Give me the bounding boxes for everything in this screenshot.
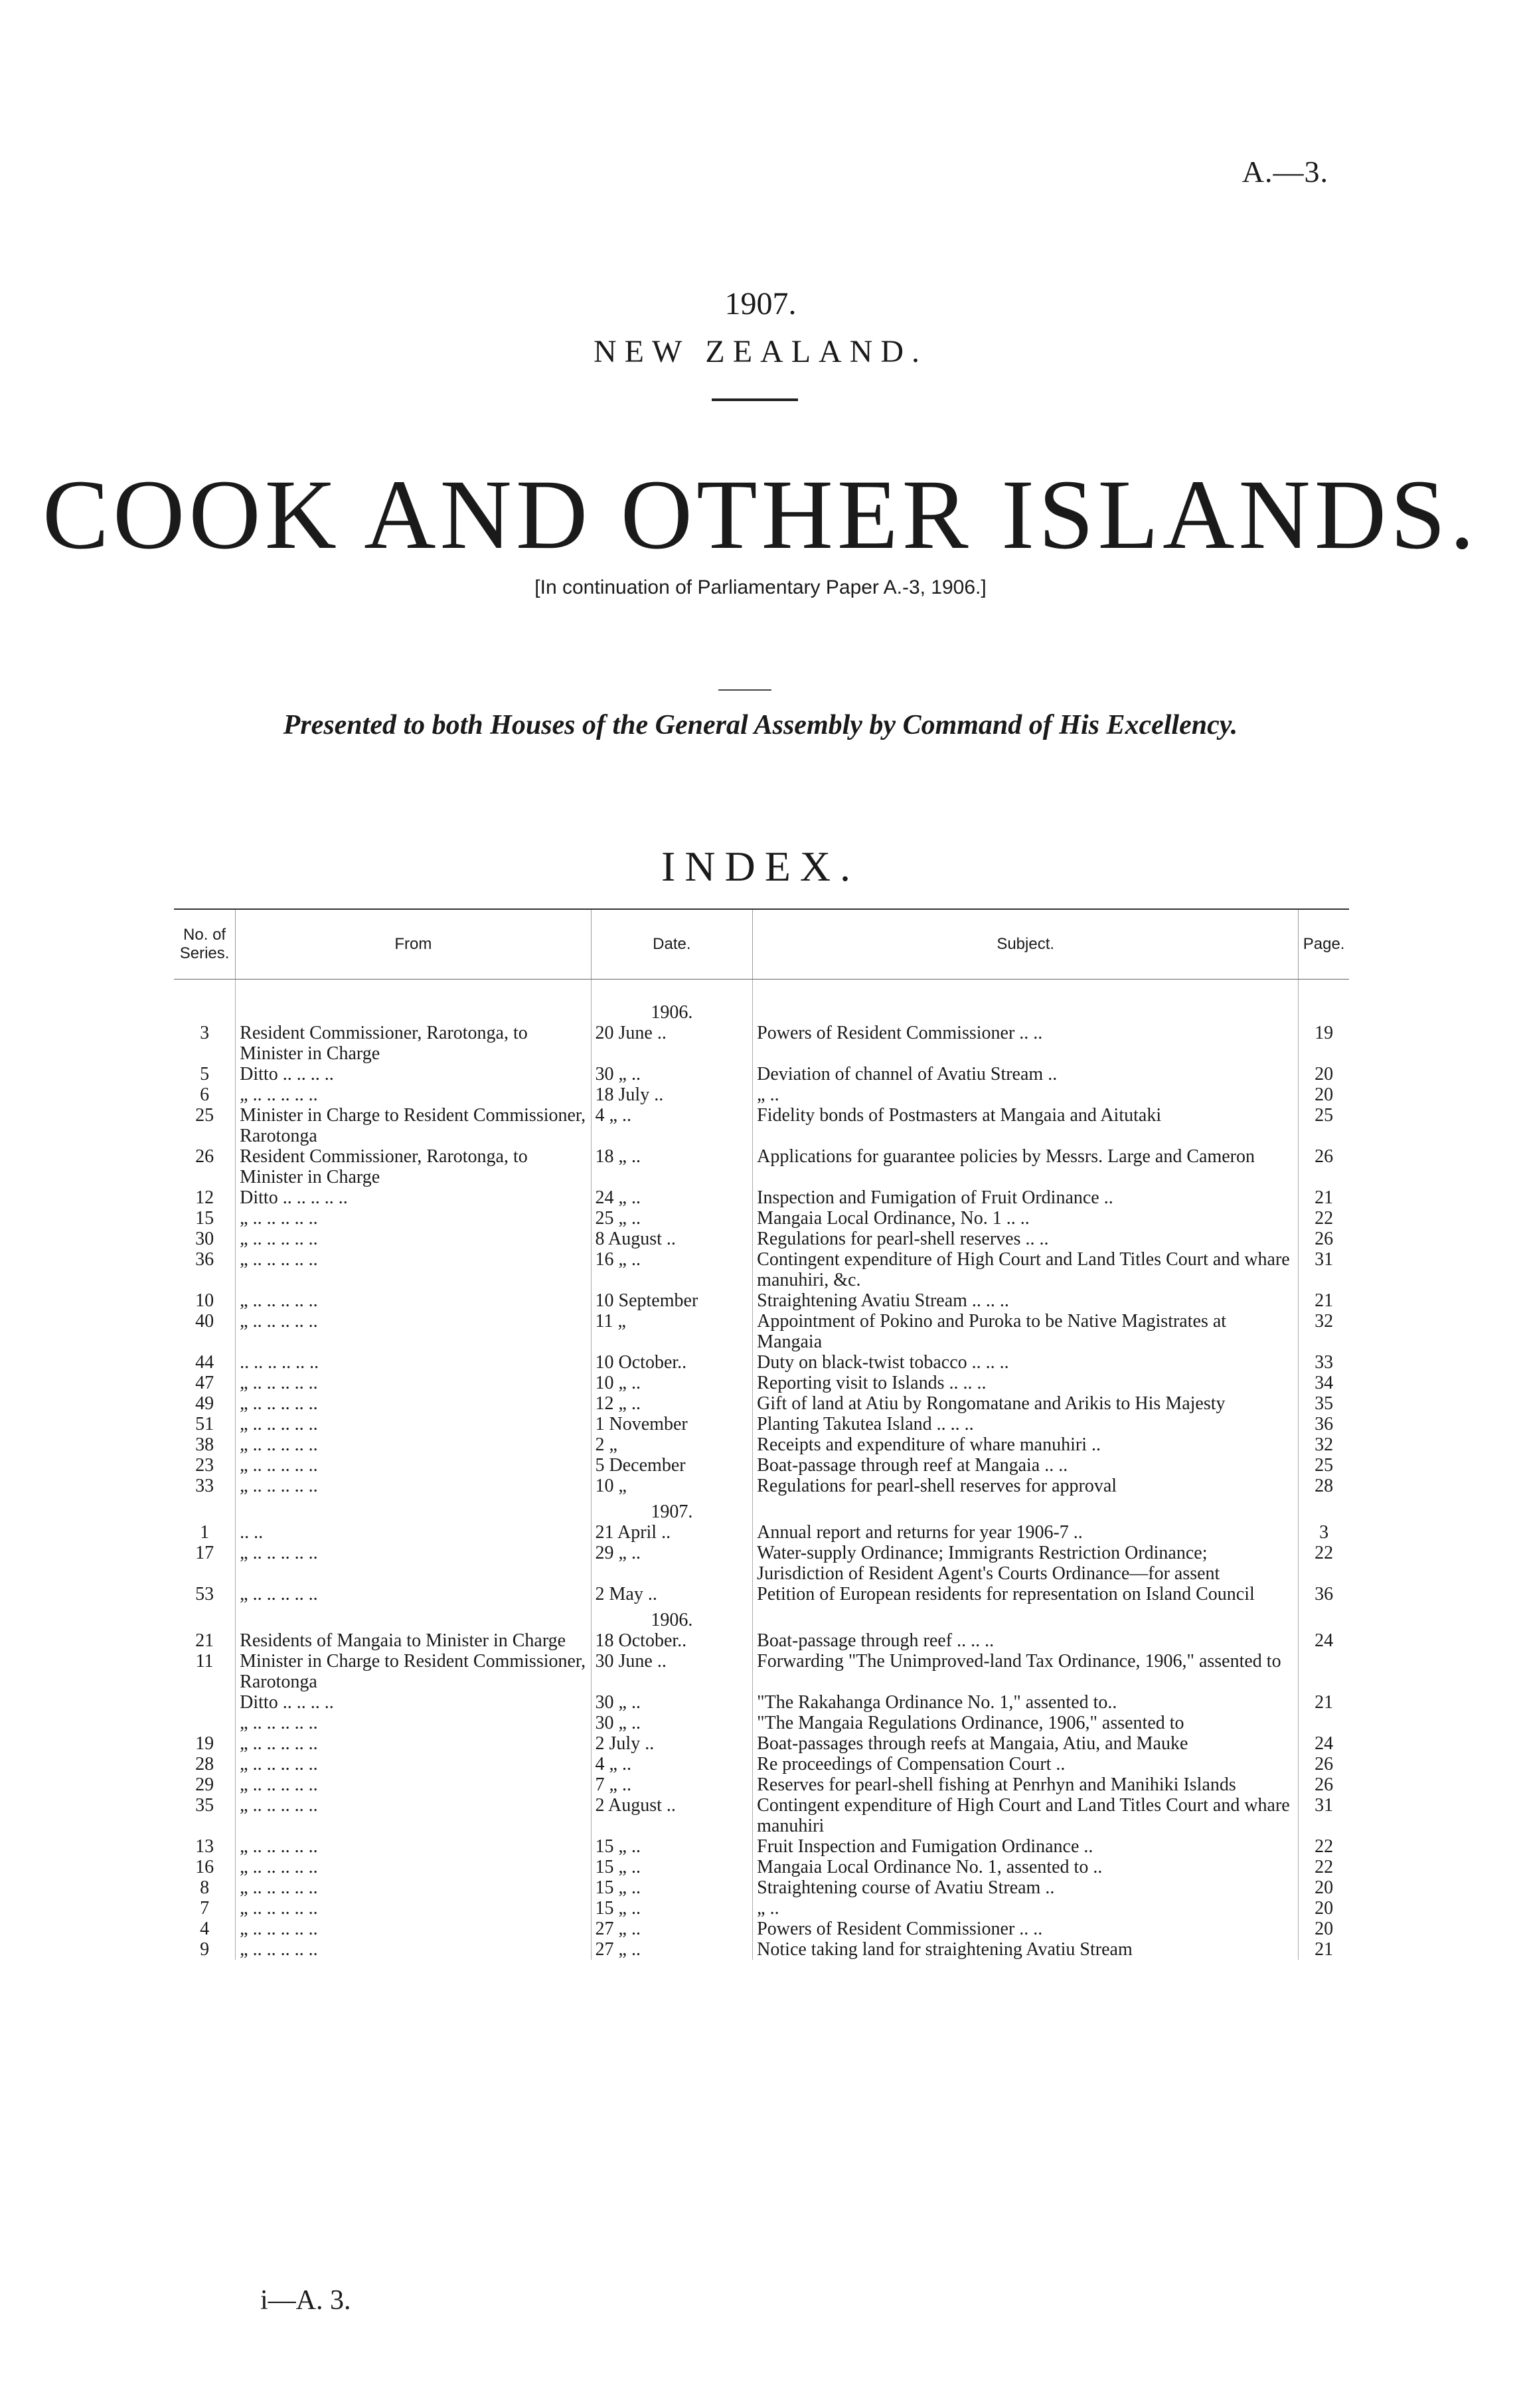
table-row xyxy=(174,1023,1349,1064)
cell-subject: Reserves for pearl-shell fishing at Penrhyn and Manihiki Islands xyxy=(753,1774,1299,1795)
cell-no: 5 xyxy=(200,1064,210,1084)
cell-page: 33 xyxy=(1299,1352,1349,1373)
cell-subject: Regulations for pearl-shell reserves .. .. xyxy=(753,1229,1299,1249)
table-row xyxy=(174,1146,1349,1187)
cell-from: .. .. .. .. .. .. xyxy=(236,1352,591,1373)
cell-page xyxy=(1299,1604,1349,1630)
presented-line: Presented to both Houses of the General Assembly by Command of His Excellency. xyxy=(283,710,1238,740)
cell-page: 31 xyxy=(1299,1249,1349,1290)
cell-page: 32 xyxy=(1299,1311,1349,1352)
cell-from: „ .. .. .. .. .. xyxy=(236,1414,591,1434)
cell-page: 24 xyxy=(1299,1630,1349,1651)
cell-date: 25 „ .. xyxy=(591,1208,753,1229)
cell-subject: Contingent expenditure of High Court and Land Titles Court and whare manuhiri, &c. xyxy=(753,1249,1299,1290)
cell-no xyxy=(174,997,236,1023)
cell-from xyxy=(236,1496,591,1522)
cell-no: 8 xyxy=(200,1877,210,1898)
table-row xyxy=(174,1713,1349,1733)
cell-subject: Inspection and Fumigation of Fruit Ordinance .. xyxy=(753,1187,1299,1208)
cell-page: 22 xyxy=(1299,1836,1349,1857)
cell-subject: Reporting visit to Islands .. .. .. xyxy=(753,1373,1299,1393)
cell-date: 1907. xyxy=(591,1496,753,1522)
cell-page: 25 xyxy=(1299,1455,1349,1476)
table-row xyxy=(174,1857,1349,1877)
header-subject: Subject. xyxy=(753,909,1299,980)
cell-no: 15 xyxy=(195,1208,214,1229)
cell-date: 30 June .. xyxy=(591,1651,753,1692)
cell-from: „ .. .. .. .. .. xyxy=(236,1208,591,1229)
cell-no: 49 xyxy=(195,1393,214,1414)
table-row xyxy=(174,1455,1349,1476)
cell-subject: „ .. xyxy=(753,1898,1299,1919)
cell-from: „ .. .. .. .. .. xyxy=(236,1733,591,1754)
cell-no: 26 xyxy=(195,1146,214,1167)
table-row xyxy=(174,1795,1349,1836)
cell-from: „ .. .. .. .. .. xyxy=(236,1543,591,1584)
table-row xyxy=(174,1584,1349,1604)
cell-no: 23 xyxy=(195,1455,214,1476)
table-row xyxy=(174,1208,1349,1229)
header-no: No. of Series. xyxy=(174,909,236,980)
cell-page xyxy=(1299,1496,1349,1522)
cell-from: „ .. .. .. .. .. xyxy=(236,1434,591,1455)
cell-date: 15 „ .. xyxy=(591,1877,753,1898)
cell-page: 36 xyxy=(1299,1414,1349,1434)
cell-date: 10 „ .. xyxy=(591,1373,753,1393)
cell-date: 27 „ .. xyxy=(591,1919,753,1939)
table-row xyxy=(174,1373,1349,1393)
cell-page: 21 xyxy=(1299,1290,1349,1311)
cell-no: 4 xyxy=(200,1919,210,1939)
cell-no: 28 xyxy=(195,1754,214,1774)
cell-date: 30 „ .. xyxy=(591,1692,753,1713)
cell-subject: Appointment of Pokino and Puroka to be Native Magistrates at Mangaia xyxy=(753,1311,1299,1352)
cell-from: „ .. .. .. .. .. xyxy=(236,1290,591,1311)
cell-subject: Regulations for pearl-shell reserves for approval xyxy=(753,1476,1299,1496)
index-heading: INDEX. xyxy=(661,843,860,890)
cell-page: 20 xyxy=(1299,1877,1349,1898)
cell-date: 1 November xyxy=(591,1414,753,1434)
cell-no xyxy=(174,1496,236,1522)
cell-subject xyxy=(753,1604,1299,1630)
cell-page: 20 xyxy=(1299,1064,1349,1084)
cell-from: „ .. .. .. .. .. xyxy=(236,1857,591,1877)
cell-no: 38 xyxy=(195,1434,214,1455)
cell-from: „ .. .. .. .. .. xyxy=(236,1373,591,1393)
cell-page xyxy=(1299,1713,1349,1733)
cell-subject: Deviation of channel of Avatiu Stream .. xyxy=(753,1064,1299,1084)
cell-from: „ .. .. .. .. .. xyxy=(236,1584,591,1604)
cell-date: 5 December xyxy=(591,1455,753,1476)
cell-date: 10 October.. xyxy=(591,1352,753,1373)
cell-page: 26 xyxy=(1299,1754,1349,1774)
cell-date: 27 „ .. xyxy=(591,1939,753,1960)
cell-page xyxy=(1299,997,1349,1023)
cell-from: „ .. .. .. .. .. xyxy=(236,1754,591,1774)
cell-page: 28 xyxy=(1299,1476,1349,1496)
cell-subject: Forwarding "The Unimproved-land Tax Ordinance, 1906," assented to xyxy=(753,1651,1299,1692)
cell-page: 34 xyxy=(1299,1373,1349,1393)
cell-date: 2 „ xyxy=(591,1434,753,1455)
cell-page: 24 xyxy=(1299,1733,1349,1754)
cell-subject: "The Rakahanga Ordinance No. 1," assented to.. xyxy=(753,1692,1299,1713)
cell-page: 20 xyxy=(1299,1919,1349,1939)
table-row xyxy=(174,1919,1349,1939)
cell-date: 2 July .. xyxy=(591,1733,753,1754)
cell-page: 22 xyxy=(1299,1543,1349,1584)
table-row xyxy=(174,1187,1349,1208)
cell-no: 36 xyxy=(195,1249,214,1270)
cell-date: 12 „ .. xyxy=(591,1393,753,1414)
cell-date: 15 „ .. xyxy=(591,1836,753,1857)
divider xyxy=(712,398,798,401)
cell-no: 47 xyxy=(195,1373,214,1393)
cell-subject xyxy=(753,1496,1299,1522)
cell-no xyxy=(174,1713,236,1733)
cell-no: 51 xyxy=(195,1414,214,1434)
cell-no: 3 xyxy=(200,1023,210,1043)
cell-from: „ .. .. .. .. .. xyxy=(236,1939,591,1960)
table-header-row xyxy=(174,909,1349,980)
cell-no: 16 xyxy=(195,1857,214,1877)
cell-subject: Powers of Resident Commissioner .. .. xyxy=(753,1023,1299,1064)
header-page: Page. xyxy=(1299,909,1349,980)
cell-no: 53 xyxy=(195,1584,214,1604)
table-row xyxy=(174,1836,1349,1857)
cell-subject: Receipts and expenditure of whare manuhiri .. xyxy=(753,1434,1299,1455)
table-row xyxy=(174,1414,1349,1434)
spacer-row xyxy=(174,980,1349,997)
cell-date: 8 August .. xyxy=(591,1229,753,1249)
cell-from: „ .. .. .. .. .. xyxy=(236,1084,591,1105)
cell-page: 26 xyxy=(1299,1146,1349,1187)
cell-subject: Boat-passage through reef .. .. .. xyxy=(753,1630,1299,1651)
cell-date: 30 „ .. xyxy=(591,1064,753,1084)
cell-date: 4 „ .. xyxy=(591,1754,753,1774)
cell-subject: Boat-passage through reef at Mangaia .. .. xyxy=(753,1455,1299,1476)
page-code: A.—3. xyxy=(1241,155,1328,189)
cell-page: 21 xyxy=(1299,1939,1349,1960)
cell-date: 24 „ .. xyxy=(591,1187,753,1208)
cell-no: 6 xyxy=(200,1084,210,1105)
cell-from: „ .. .. .. .. .. xyxy=(236,1919,591,1939)
cell-from: „ .. .. .. .. .. xyxy=(236,1455,591,1476)
table-row xyxy=(174,1352,1349,1373)
cell-page: 22 xyxy=(1299,1208,1349,1229)
table-row xyxy=(174,1084,1349,1105)
cell-subject: Mangaia Local Ordinance No. 1, assented to .. xyxy=(753,1857,1299,1877)
cell-subject: Water-supply Ordinance; Immigrants Restriction Ordinance; Jurisdiction of Resident Agent's Courts Ordinance—for assent xyxy=(753,1543,1299,1584)
cell-no: 33 xyxy=(195,1476,214,1496)
table-row xyxy=(174,1543,1349,1584)
cell-page: 21 xyxy=(1299,1187,1349,1208)
cell-page: 36 xyxy=(1299,1584,1349,1604)
index-body xyxy=(174,980,1349,1960)
cell-page: 20 xyxy=(1299,1084,1349,1105)
cell-from: „ .. .. .. .. .. xyxy=(236,1713,591,1733)
cell-page: 26 xyxy=(1299,1229,1349,1249)
cell-from: „ .. .. .. .. .. xyxy=(236,1877,591,1898)
year-row xyxy=(174,1496,1349,1522)
cell-page: 26 xyxy=(1299,1774,1349,1795)
cell-date: 30 „ .. xyxy=(591,1713,753,1733)
cell-date: 15 „ .. xyxy=(591,1857,753,1877)
cell-date: 4 „ .. xyxy=(591,1105,753,1146)
year-row xyxy=(174,1604,1349,1630)
cell-no: 19 xyxy=(195,1733,214,1754)
cell-no: 7 xyxy=(200,1898,210,1919)
cell-from: „ .. .. .. .. .. xyxy=(236,1311,591,1352)
cell-no: 44 xyxy=(195,1352,214,1373)
cell-subject: Straightening Avatiu Stream .. .. .. xyxy=(753,1290,1299,1311)
cell-no: 30 xyxy=(195,1229,214,1249)
header-from: From xyxy=(236,909,591,980)
document-year: 1907. xyxy=(724,286,797,321)
cell-date: 10 September xyxy=(591,1290,753,1311)
cell-no: 12 xyxy=(195,1187,214,1208)
cell-from: Resident Commissioner, Rarotonga, to Minister in Charge xyxy=(236,1146,591,1187)
cell-subject: Fruit Inspection and Fumigation Ordinance .. xyxy=(753,1836,1299,1857)
cell-page: 19 xyxy=(1299,1023,1349,1064)
cell-date: 10 „ xyxy=(591,1476,753,1496)
cell-date: 29 „ .. xyxy=(591,1543,753,1584)
cell-subject xyxy=(753,997,1299,1023)
cell-page: 20 xyxy=(1299,1898,1349,1919)
cell-from: Ditto .. .. .. .. xyxy=(236,1064,591,1084)
cell-date: 16 „ .. xyxy=(591,1249,753,1290)
table-row xyxy=(174,1290,1349,1311)
cell-date: 15 „ .. xyxy=(591,1898,753,1919)
cell-subject: Duty on black-twist tobacco .. .. .. xyxy=(753,1352,1299,1373)
cell-from: Residents of Mangaia to Minister in Charge xyxy=(236,1630,591,1651)
cell-from: Resident Commissioner, Rarotonga, to Minister in Charge xyxy=(236,1023,591,1064)
cell-no xyxy=(174,1692,236,1713)
header-date: Date. xyxy=(591,909,753,980)
cell-subject: "The Mangaia Regulations Ordinance, 1906," assented to xyxy=(753,1713,1299,1733)
cell-from: Minister in Charge to Resident Commissioner, Rarotonga xyxy=(236,1651,591,1692)
table-row xyxy=(174,1877,1349,1898)
cell-from: Ditto .. .. .. .. .. xyxy=(236,1187,591,1208)
cell-page: 3 xyxy=(1299,1522,1349,1543)
cell-subject: Mangaia Local Ordinance, No. 1 .. .. xyxy=(753,1208,1299,1229)
table-row xyxy=(174,1651,1349,1692)
cell-from: „ .. .. .. .. .. xyxy=(236,1774,591,1795)
table-row xyxy=(174,1105,1349,1146)
cell-date: 18 July .. xyxy=(591,1084,753,1105)
cell-from: .. .. xyxy=(236,1522,591,1543)
cell-date: 20 June .. xyxy=(591,1023,753,1064)
cell-no: 9 xyxy=(200,1939,210,1960)
cell-date: 21 April .. xyxy=(591,1522,753,1543)
cell-subject: Re proceedings of Compensation Court .. xyxy=(753,1754,1299,1774)
table-row xyxy=(174,1630,1349,1651)
table-row xyxy=(174,1898,1349,1919)
cell-from: „ .. .. .. .. .. xyxy=(236,1795,591,1836)
cell-subject: Annual report and returns for year 1906-7 .. xyxy=(753,1522,1299,1543)
cell-from: „ .. .. .. .. .. xyxy=(236,1898,591,1919)
cell-date: 7 „ .. xyxy=(591,1774,753,1795)
cell-page xyxy=(1299,1651,1349,1692)
cell-page: 22 xyxy=(1299,1857,1349,1877)
cell-subject: Notice taking land for straightening Avatiu Stream xyxy=(753,1939,1299,1960)
table-row xyxy=(174,1939,1349,1960)
cell-from: „ .. .. .. .. .. xyxy=(236,1393,591,1414)
table-row xyxy=(174,1522,1349,1543)
cell-no: 11 xyxy=(195,1651,214,1672)
cell-date: 1906. xyxy=(591,1604,753,1630)
cell-no xyxy=(174,1604,236,1630)
cell-from: Ditto .. .. .. .. xyxy=(236,1692,591,1713)
cell-from: Minister in Charge to Resident Commissioner, Rarotonga xyxy=(236,1105,591,1146)
footer-label: i—A. 3. xyxy=(260,2285,351,2316)
cell-subject: Petition of European residents for representation on Island Council xyxy=(753,1584,1299,1604)
table-row xyxy=(174,1733,1349,1754)
cell-date: 1906. xyxy=(591,997,753,1023)
cell-subject: Gift of land at Atiu by Rongomatane and Arikis to His Majesty xyxy=(753,1393,1299,1414)
table-row xyxy=(174,1476,1349,1496)
cell-no: 10 xyxy=(195,1290,214,1311)
table-row xyxy=(174,1229,1349,1249)
cell-subject: Contingent expenditure of High Court and Land Titles Court and whare manuhiri xyxy=(753,1795,1299,1836)
cell-no: 35 xyxy=(195,1795,214,1816)
year-row xyxy=(174,997,1349,1023)
index-table xyxy=(174,908,1349,1960)
country-title: NEW ZEALAND. xyxy=(593,334,928,369)
table-row xyxy=(174,1064,1349,1084)
cell-date: 18 „ .. xyxy=(591,1146,753,1187)
cell-page: 32 xyxy=(1299,1434,1349,1455)
cell-from: „ .. .. .. .. .. xyxy=(236,1249,591,1290)
cell-date: 18 October.. xyxy=(591,1630,753,1651)
cell-no: 13 xyxy=(195,1836,214,1857)
continuation-note: [In continuation of Parliamentary Paper A.-3, 1906.] xyxy=(534,576,987,598)
cell-page: 35 xyxy=(1299,1393,1349,1414)
cell-date: 2 August .. xyxy=(591,1795,753,1836)
cell-subject: Applications for guarantee policies by Messrs. Large and Cameron xyxy=(753,1146,1299,1187)
cell-date: 2 May .. xyxy=(591,1584,753,1604)
cell-no: 21 xyxy=(195,1630,214,1651)
cell-no: 40 xyxy=(195,1311,214,1332)
table-row xyxy=(174,1754,1349,1774)
table-row xyxy=(174,1393,1349,1414)
cell-subject: Planting Takutea Island .. .. .. xyxy=(753,1414,1299,1434)
cell-no: 17 xyxy=(195,1543,214,1563)
cell-from: „ .. .. .. .. .. xyxy=(236,1476,591,1496)
table-row xyxy=(174,1249,1349,1290)
cell-from: „ .. .. .. .. .. xyxy=(236,1836,591,1857)
cell-from xyxy=(236,997,591,1023)
cell-subject: Straightening course of Avatiu Stream .. xyxy=(753,1877,1299,1898)
cell-page: 25 xyxy=(1299,1105,1349,1146)
cell-from: „ .. .. .. .. .. xyxy=(236,1229,591,1249)
cell-from xyxy=(236,1604,591,1630)
cell-subject: Fidelity bonds of Postmasters at Mangaia and Aitutaki xyxy=(753,1105,1299,1146)
cell-subject: Boat-passages through reefs at Mangaia, Atiu, and Mauke xyxy=(753,1733,1299,1754)
cell-no: 1 xyxy=(200,1522,210,1543)
page-title: COOK AND OTHER ISLANDS. xyxy=(42,460,1479,570)
table-row xyxy=(174,1692,1349,1713)
table-row xyxy=(174,1434,1349,1455)
cell-page: 31 xyxy=(1299,1795,1349,1836)
cell-no: 25 xyxy=(195,1105,214,1126)
table-row xyxy=(174,1311,1349,1352)
cell-subject: Powers of Resident Commissioner .. .. xyxy=(753,1919,1299,1939)
cell-date: 11 „ xyxy=(591,1311,753,1352)
table-row xyxy=(174,1774,1349,1795)
divider-small xyxy=(718,689,771,691)
cell-no: 29 xyxy=(195,1774,214,1795)
cell-page: 21 xyxy=(1299,1692,1349,1713)
cell-subject: „ .. xyxy=(753,1084,1299,1105)
